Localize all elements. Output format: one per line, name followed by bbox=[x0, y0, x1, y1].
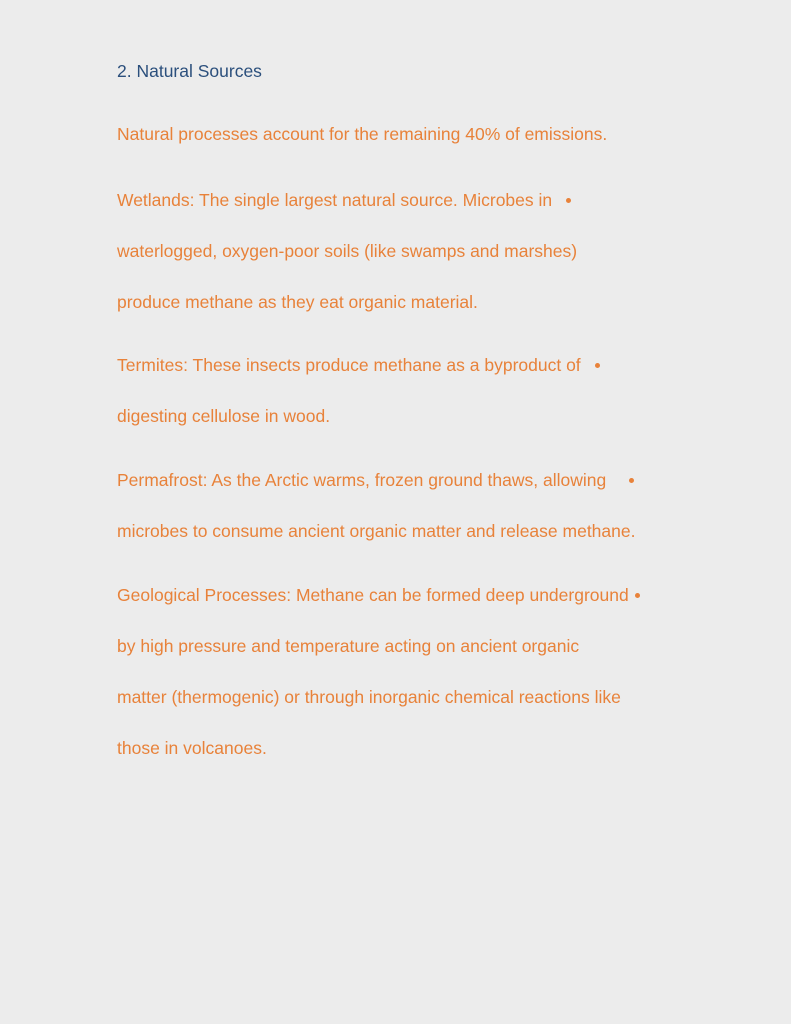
intro-paragraph: Natural processes account for the remaining 40% of emissions. bbox=[117, 124, 608, 144]
list-item-line: produce methane as they eat organic material. bbox=[117, 292, 478, 312]
list-item-termites bbox=[117, 353, 581, 455]
list-item-line: Geological Processes: Methane can be formed deep underground bbox=[117, 583, 629, 634]
list-item-line: waterlogged, oxygen-poor soils (like swamps and marshes) bbox=[117, 241, 578, 261]
bullet-icon bbox=[595, 363, 600, 368]
list-item-line: by high pressure and temperature acting on ancient organic bbox=[117, 636, 580, 656]
bullet-icon bbox=[566, 198, 571, 203]
list-item-line: those in volcanoes. bbox=[117, 738, 267, 758]
list-item-permafrost bbox=[117, 468, 635, 570]
list-item-line: digesting cellulose in wood. bbox=[117, 406, 331, 426]
list-item-line: Wetlands: The single largest natural source. Microbes in bbox=[117, 188, 577, 239]
section-heading: 2. Natural Sources bbox=[117, 61, 262, 81]
list-item-line: matter (thermogenic) or through inorganic chemical reactions like bbox=[117, 687, 621, 707]
bullet-icon bbox=[629, 478, 634, 483]
list-item-wetlands bbox=[117, 188, 577, 341]
list-item-line: Permafrost: As the Arctic warms, frozen ground thaws, allowing bbox=[117, 468, 635, 519]
list-item-line: microbes to consume ancient organic matter and release methane. bbox=[117, 521, 636, 541]
list-item-line: Termites: These insects produce methane as a byproduct of bbox=[117, 353, 581, 404]
bullet-icon bbox=[635, 593, 640, 598]
list-item-geological bbox=[117, 583, 629, 787]
